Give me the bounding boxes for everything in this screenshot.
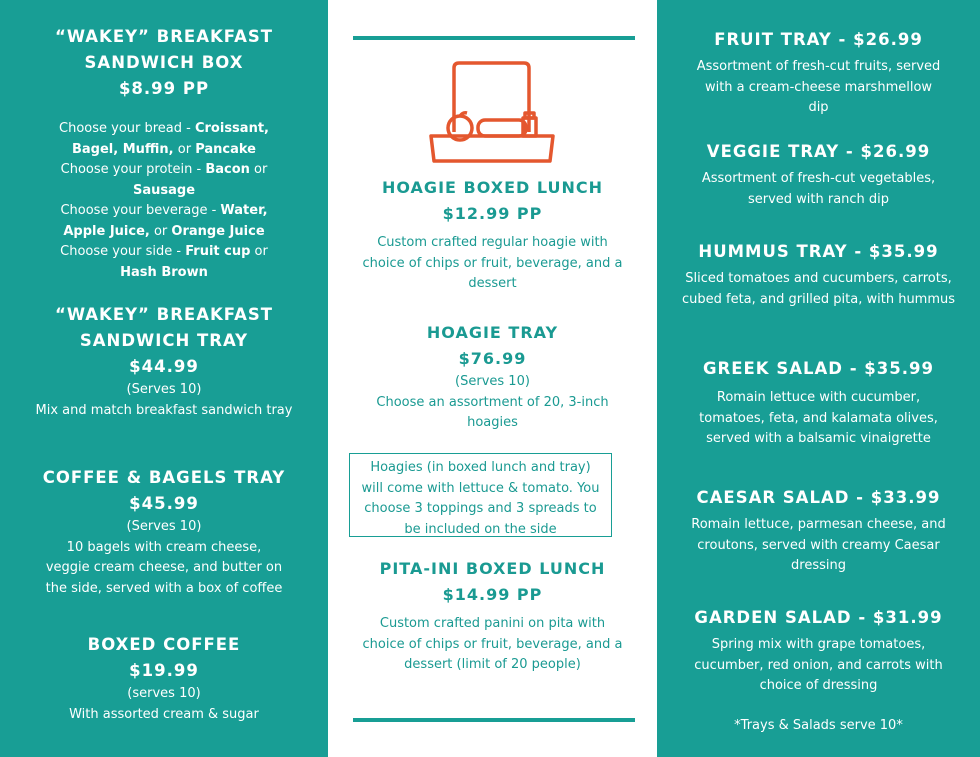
hoagie-box-description: Custom crafted regular hoagie with choice of chips or fruit, beverage, and a dessert: [362, 235, 623, 291]
protein-option-bacon: Bacon: [205, 162, 250, 177]
boxed-coffee-title: BOXED COFFEE: [87, 635, 241, 654]
coffee-bagels-description: 10 bagels with cream cheese, veggie cream cheese, and butter on the side, served with a box of coffee: [45, 539, 283, 596]
coffee-bagels-serves: (Serves 10): [126, 519, 202, 534]
pita-price: $14.99 PP: [442, 585, 543, 604]
caesar-salad-section: [657, 485, 980, 577]
caesar-salad-title: CAESAR SALAD - $33.99: [696, 488, 941, 507]
beverage-or: or: [149, 223, 172, 239]
hummus-tray-description: Sliced tomatoes and cucumbers, carrots, cubed feta, and grilled pita, with hummus: [681, 271, 956, 307]
hummus-tray-section: [657, 239, 980, 310]
hoagie-tray-description: Choose an assortment of 20, 3-inch hoagies: [376, 394, 609, 430]
boxed-coffee-description: With assorted cream & sugar: [69, 706, 259, 722]
hummus-tray-title: HUMMUS TRAY - $35.99: [698, 242, 939, 261]
wakey-tray-title-line1: “WAKEY” BREAKFAST: [54, 305, 274, 324]
veggie-tray-section: [657, 139, 980, 210]
hoagie-tray-section: [328, 320, 657, 434]
boxed-coffee-serves: (serves 10): [127, 686, 201, 701]
middle-menu-column: [328, 0, 657, 757]
top-divider: [353, 36, 635, 40]
beverage-option-orange-juice: Orange Juice: [171, 223, 265, 239]
protein-option-sausage: Sausage: [132, 182, 196, 198]
bread-option-croissant: Croissant,: [194, 121, 269, 136]
boxed-coffee-section: [0, 632, 328, 725]
bread-option-bagel-muffin: Bagel, Muffin,: [72, 141, 174, 157]
fruit-tray-description: Assortment of fresh-cut fruits, served with a cream-cheese marshmellow dip: [696, 59, 941, 115]
garden-salad-section: [657, 605, 980, 697]
wakey-tray-title-line2: SANDWICH TRAY: [79, 331, 249, 350]
side-label: Choose your side -: [60, 244, 186, 259]
left-menu-column: [0, 0, 328, 757]
wakey-box-section: [0, 24, 328, 102]
wakey-box-options: [0, 119, 328, 283]
side-option-hash-brown: Hash Brown: [120, 264, 208, 280]
bread-option-pancake: Pancake: [195, 141, 256, 157]
beverage-option-apple-juice: Apple Juice,: [63, 223, 150, 239]
coffee-bagels-price: $45.99: [129, 494, 199, 513]
caesar-salad-description: Romain lettuce, parmesan cheese, and croutons, served with creamy Caesar dressing: [691, 517, 946, 573]
lunch-box-icon: [426, 60, 560, 166]
protein-or: or: [249, 162, 268, 177]
trays-salads-footnote: *Trays & Salads serve 10*: [734, 718, 903, 733]
bread-or: or: [173, 141, 196, 157]
wakey-box-title-line2: SANDWICH BOX: [84, 53, 244, 72]
hoagie-note-box: Hoagies (in boxed lunch and tray) will come with lettuce & tomato. You choose 3 toppings and 3 spreads to be included on the side: [349, 453, 612, 537]
pita-section: [328, 556, 657, 676]
hoagie-box-title: HOAGIE BOXED LUNCH: [381, 178, 603, 197]
hoagie-box-section: [328, 175, 657, 295]
pita-title: PITA-INI BOXED LUNCH: [379, 559, 606, 578]
beverage-option-water: Water,: [220, 203, 268, 218]
greek-salad-description: Romain lettuce with cucumber, tomatoes, feta, and kalamata olives, served with a balsamic vinaigrette: [699, 390, 938, 446]
wakey-tray-price: $44.99: [129, 357, 199, 376]
wakey-box-price: $8.99 PP: [118, 79, 210, 98]
wakey-tray-description: Mix and match breakfast sandwich tray: [35, 402, 293, 418]
side-option-fruit-cup: Fruit cup: [185, 244, 251, 259]
fruit-tray-section: [657, 27, 980, 119]
garden-salad-description: Spring mix with grape tomatoes, cucumber, red onion, and carrots with choice of dressing: [694, 637, 943, 693]
coffee-bagels-title: COFFEE & BAGELS TRAY: [42, 468, 286, 487]
hoagie-tray-serves: (Serves 10): [455, 374, 530, 389]
pita-description: Custom crafted panini on pita with choice of chips or fruit, beverage, and a dessert (limit of 20 people): [362, 616, 623, 672]
veggie-tray-title: VEGGIE TRAY - $26.99: [706, 142, 931, 161]
bottom-divider: [353, 718, 635, 722]
hoagie-box-price: $12.99 PP: [442, 204, 543, 223]
hoagie-tray-title: HOAGIE TRAY: [426, 323, 559, 342]
greek-salad-section: [657, 356, 980, 450]
wakey-box-title-line1: “WAKEY” BREAKFAST: [54, 27, 274, 46]
right-menu-column: [657, 0, 980, 757]
side-or: or: [250, 244, 268, 259]
fruit-tray-title: FRUIT TRAY - $26.99: [714, 30, 923, 49]
beverage-label: Choose your beverage -: [60, 203, 221, 218]
greek-salad-title: GREEK SALAD - $35.99: [703, 359, 934, 378]
coffee-bagels-section: [0, 465, 328, 599]
bread-label: Choose your bread -: [59, 121, 195, 136]
boxed-coffee-price: $19.99: [129, 661, 199, 680]
veggie-tray-description: Assortment of fresh-cut vegetables, served with ranch dip: [701, 171, 936, 207]
wakey-tray-serves: (Serves 10): [126, 382, 202, 397]
protein-label: Choose your protein -: [60, 162, 206, 177]
hoagie-tray-price: $76.99: [458, 349, 527, 368]
garden-salad-title: GARDEN SALAD - $31.99: [694, 608, 943, 627]
wakey-tray-section: [0, 302, 328, 421]
